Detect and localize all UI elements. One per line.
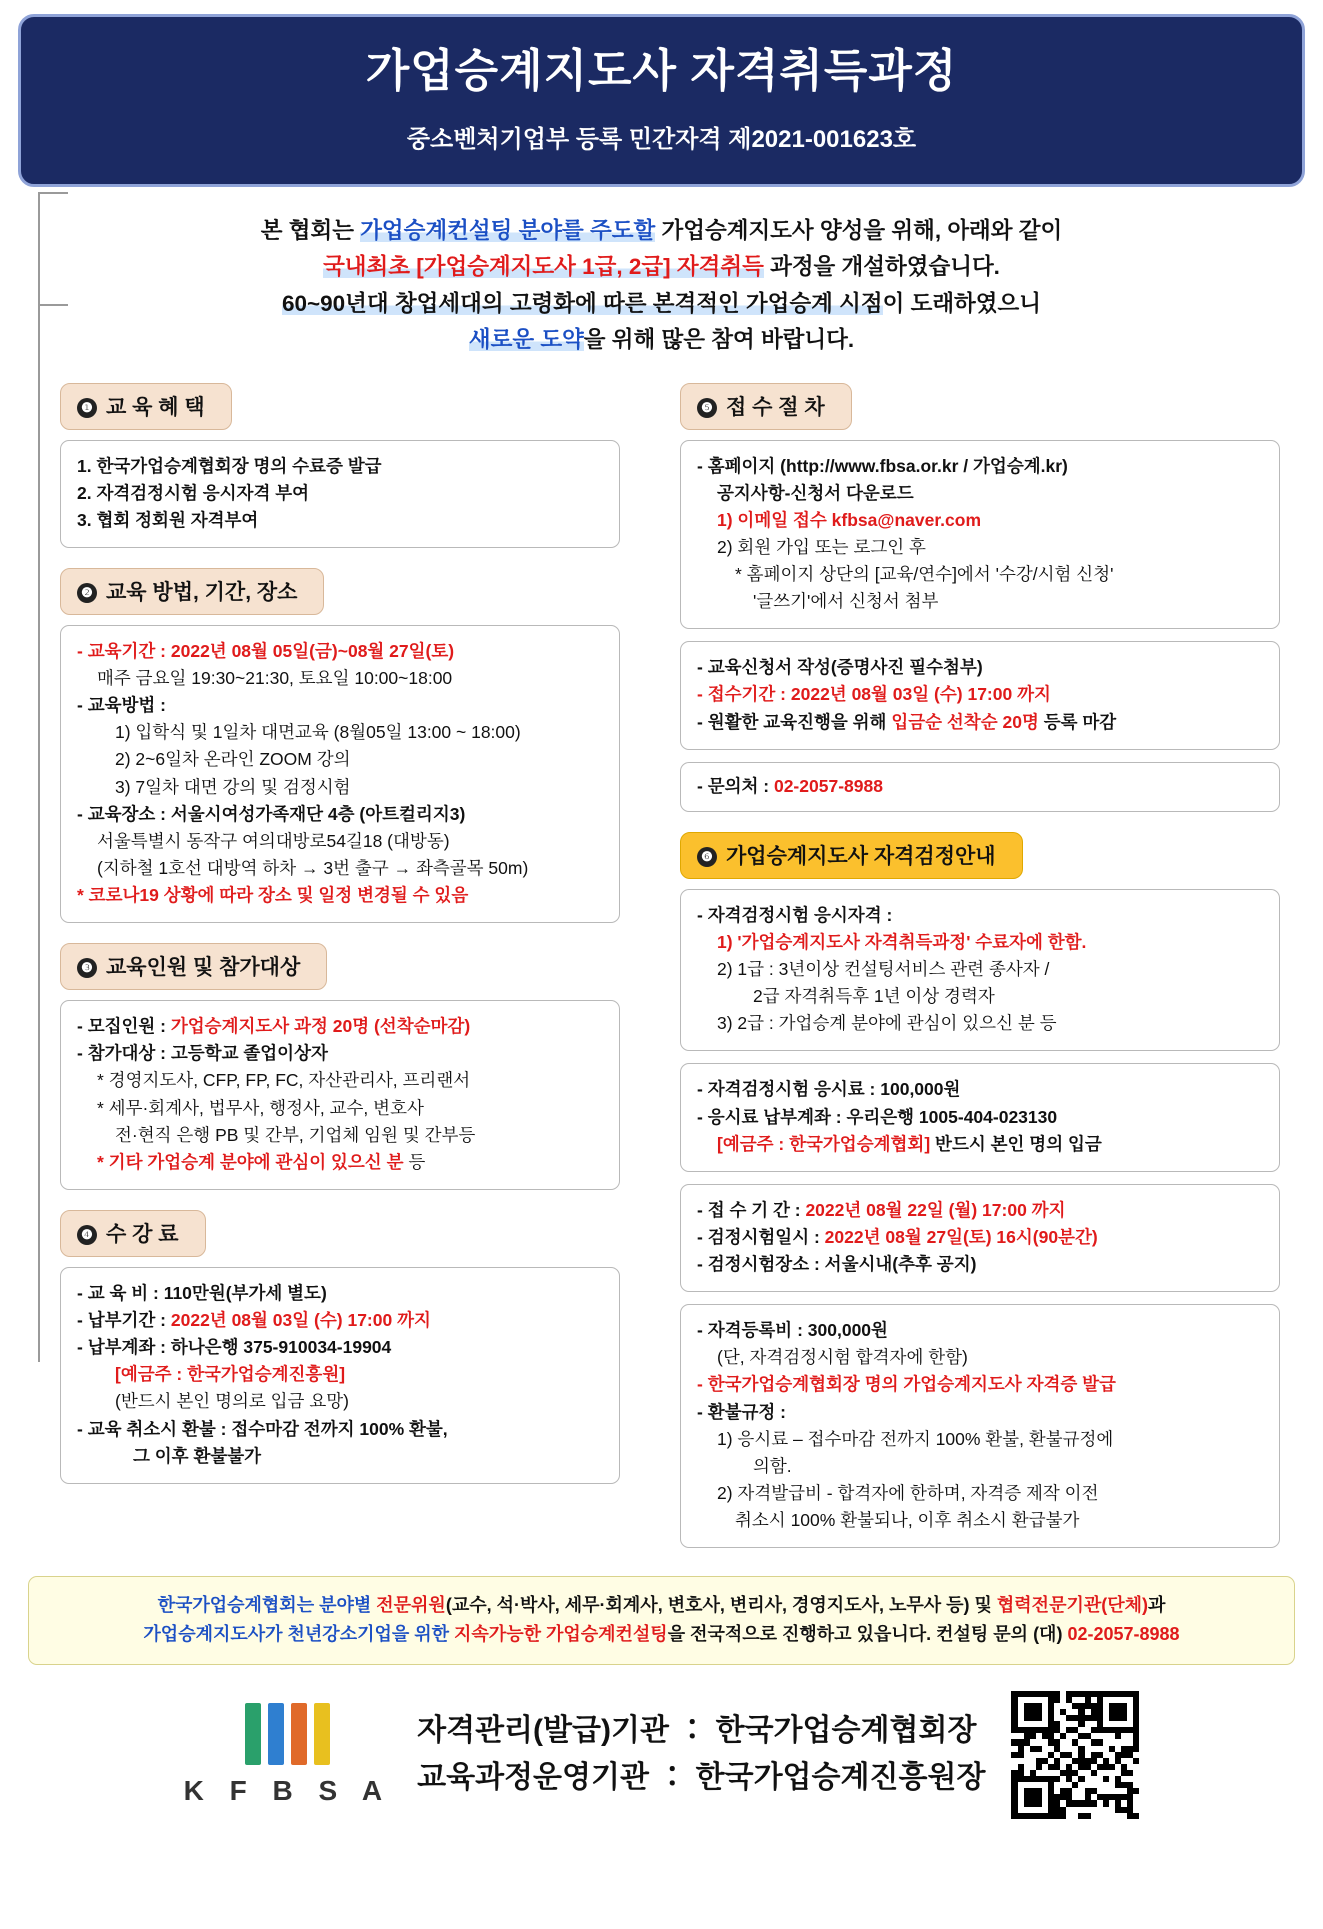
footnote-l1-e: 과	[1148, 1595, 1166, 1616]
intro-line1-a: 본 협회는	[260, 217, 361, 243]
homepage-label: - 홈페이지	[697, 455, 781, 476]
method-item-2: 2) 2~6일차 온라인 ZOOM 강의	[115, 749, 351, 770]
exam-reception-value: 2022년 08월 22일 (월) 17:00 까지	[805, 1199, 1066, 1220]
footnote-l2-c: 을 전국적으로 진행하고 있읍니다.	[667, 1623, 937, 1644]
exam-date-label: - 검정시험일시 :	[697, 1226, 825, 1247]
cert-issue-line: - 한국가업승계협회장 명의 가업승계지도사 자격증 발급	[697, 1374, 1116, 1395]
footnote-l2-b: 지속가능한 가업승계컨설팅	[454, 1623, 668, 1644]
intro-line2-b: 과정을 개설하였습니다.	[763, 254, 1000, 280]
refund-policy-1: 1) 응시료 – 접수마감 전까지 100% 환불, 환불규정에	[717, 1428, 1114, 1449]
benefits-box	[60, 440, 620, 548]
eligibility-title: - 자격검정시험 응시자격 :	[697, 904, 893, 925]
footnote-l2-a: 가업승계지도사가 천년강소기업을 위한	[143, 1623, 455, 1644]
target-item-4-c: 등	[403, 1151, 426, 1172]
period-value: 2022년 08월 05일(금)~08월 27일(토)	[170, 640, 455, 661]
target-item-4-b: 가업승계 분야에 관심이 있으신 분	[147, 1151, 404, 1172]
intro-line2-a: 국내최초 [가업승계지도사 1급, 2급] 자격취득	[323, 254, 764, 280]
period-detail: 매주 금요일 19:30~21:30, 토요일 10:00~18:00	[97, 668, 453, 688]
content-columns	[0, 383, 1323, 1569]
covid-notice: * 코로나19 상황에 따라 장소 및 일정 변경될 수 있음	[77, 885, 469, 905]
exam-reception-label: - 접 수 기 간 :	[697, 1199, 806, 1220]
refund-policy-1b: 의함.	[753, 1455, 792, 1476]
exam-account-note: 반드시 본인 명의 입금	[930, 1133, 1102, 1154]
capacity-box	[60, 1000, 620, 1190]
refund-policy-2: 2) 자격발급비 - 합격자에 한하며, 자격증 제작 이전	[717, 1482, 1099, 1503]
exam-account-value: 우리은행 1005-404-023130	[846, 1106, 1058, 1127]
section-method-period-place	[60, 568, 620, 923]
footer-branding	[0, 1691, 1323, 1819]
contact-box	[680, 762, 1280, 812]
place-address: 서울특별시 동작구 여의대방로54길18 (대방동)	[97, 830, 450, 851]
place-label: - 교육장소 :	[77, 803, 171, 824]
contact-value[interactable]: 02-2057-8988	[773, 775, 883, 796]
logo-wordmark: K F B S A	[183, 1774, 392, 1806]
operating-authority-line: 교육과정운영기관 ∶ 한국가업승계진흥원장	[417, 1760, 986, 1794]
section-3-title: 교육인원 및 참가대상	[106, 956, 301, 980]
place-address-detail: (지하철 1호선 대방역 하차 → 3번 출구 → 좌측골목 50m)	[97, 857, 529, 878]
target-item-2: * 세무·회계사, 법무사, 행정사, 교수, 변호사	[97, 1097, 424, 1118]
page-title: 가업승계지도사 자격취득과정	[365, 45, 958, 96]
exam-fee-box	[680, 1063, 1280, 1171]
footnote-l1-a: 한국가업승계협회는 분야별	[157, 1595, 377, 1616]
issuing-organizations	[417, 1708, 985, 1801]
refund-label: - 교육 취소시 환불 :	[77, 1418, 232, 1439]
fcfs-note-c: 등록 마감	[1038, 711, 1117, 732]
method-item-1: 1) 입학식 및 1일차 대면교육 (8월05일 13:00 ~ 18:00)	[115, 722, 521, 743]
poster-page	[0, 14, 1323, 1929]
qr-code[interactable]	[1011, 1691, 1139, 1819]
right-column	[680, 383, 1280, 1569]
exam-account-holder: [예금주 : 한국가업승계협회]	[717, 1133, 931, 1154]
payment-period-value: 2022년 08월 03일 (수) 17:00 까지	[170, 1310, 431, 1330]
place-value: 서울시여성가족재단 4층 (아트컬리지3)	[170, 803, 466, 824]
contact-label: - 문의처 :	[697, 775, 774, 796]
tuition-box	[60, 1267, 620, 1484]
poster-header	[18, 14, 1305, 187]
section-1-number: ❶	[77, 398, 97, 418]
kfbsa-logo	[184, 1703, 392, 1807]
section-6-title: 가업승계지도사 자격검정안내	[726, 844, 996, 868]
section-1-title: 교 육 혜 택	[106, 395, 205, 419]
spine-top-tick	[38, 192, 68, 194]
fcfs-note-b: 입금순 선착순 20명	[891, 711, 1039, 732]
section-tuition	[60, 1210, 620, 1484]
tuition-label: - 교 육 비 :	[77, 1282, 164, 1303]
payment-account-holder: [예금주 : 한국가업승계진흥원]	[115, 1364, 346, 1385]
section-5-header	[680, 383, 852, 430]
exam-schedule-box	[680, 1184, 1280, 1292]
exam-place-label: - 검정시험장소 :	[697, 1254, 825, 1274]
benefit-item-2: 2. 자격검정시험 응시자격 부여	[77, 482, 310, 503]
cert-reg-note: (단, 자격검정시험 합격자에 한함)	[717, 1347, 968, 1368]
target-item-1: * 경영지도사, CFP, FP, FC, 자산관리사, 프리랜서	[97, 1070, 471, 1091]
footnote-l1-c: (교수, 석·박사, 세무·회계사, 변호사, 변리사, 경영지도사, 노무사 등) 및	[445, 1595, 997, 1616]
eligibility-item-2b: 2급 자격취득후 1년 이상 경력자	[753, 986, 995, 1007]
intro-line3-a: 60~90년대 창업세대의 고령화에 따른 본격적인 가업승계 시점	[281, 290, 883, 316]
section-4-header	[60, 1210, 206, 1257]
section-5-number: ❺	[697, 398, 717, 418]
exam-place-value: 서울시내(추후 공지)	[824, 1254, 977, 1274]
application-form-note: - 교육신청서 작성(증명사진 필수첨부)	[697, 657, 983, 678]
recruit-value: 가업승계지도사 과정 20명 (선착순마감)	[170, 1016, 471, 1037]
target-label: - 참가대상 :	[77, 1043, 171, 1064]
refund-value-2: 그 이후 환불불가	[133, 1445, 262, 1466]
method-box	[60, 625, 620, 923]
section-capacity-target	[60, 943, 620, 1190]
exam-date-value: 2022년 08월 27일(토) 16시(90분간)	[824, 1226, 1098, 1247]
intro-line4-b: 을 위해 많은 참여 바랍니다.	[583, 327, 855, 353]
exam-account-label: - 응시료 납부계좌 :	[697, 1106, 847, 1127]
apply-step-1: 1) 이메일 접수 kfbsa@naver.com	[717, 509, 982, 530]
issuing-authority-line: 자격관리(발급)기관 ∶ 한국가업승계협회장	[417, 1714, 977, 1748]
target-item-3: 전·현직 은행 PB 및 간부, 기업체 임원 및 간부등	[115, 1124, 476, 1145]
application-period-label: - 접수기간 :	[697, 684, 791, 705]
payment-account-note: (반드시 본인 명의로 입금 요망)	[115, 1391, 349, 1412]
recruit-label: - 모집인원 :	[77, 1016, 171, 1037]
benefit-item-1: 1. 한국가업승계협회장 명의 수료증 발급	[77, 455, 382, 476]
eligibility-item-1: 1) '가업승계지도사 자격취득과정' 수료자에 한함.	[717, 931, 1087, 952]
left-column	[60, 383, 620, 1569]
payment-account-label: - 납부계좌 :	[77, 1337, 171, 1358]
benefit-item-3: 3. 협회 정회원 자격부여	[77, 509, 259, 530]
section-education-benefits	[60, 383, 620, 548]
registration-fee-box	[680, 1304, 1280, 1548]
apply-step-2a: * 홈페이지 상단의 [교육/연수]에서 '수강/시험 신청'	[735, 564, 1114, 584]
section-1-header	[60, 383, 232, 430]
homepage-url[interactable]: (http://www.fbsa.or.kr / 가업승계.kr)	[780, 455, 1068, 476]
intro-line1-c: 가업승계지도사 양성을 위해, 아래와 같이	[655, 217, 1063, 243]
eligibility-box	[680, 889, 1280, 1052]
period-label: - 교육기간 :	[77, 640, 171, 661]
association-footnote	[28, 1576, 1295, 1665]
method-item-3: 3) 7일차 대면 강의 및 검정시험	[115, 776, 351, 797]
intro-line3-b: 이 도래하였으니	[882, 290, 1041, 316]
refund-value: 접수마감 전까지 100% 환불,	[231, 1418, 448, 1439]
section-2-number: ❷	[77, 583, 97, 603]
application-form-box	[680, 641, 1280, 749]
application-period-value: 2022년 08월 03일 (수) 17:00 까지	[790, 684, 1051, 705]
section-application-process	[680, 383, 1280, 812]
intro-paragraph	[40, 213, 1283, 359]
section-2-title: 교육 방법, 기간, 장소	[106, 580, 298, 604]
cert-reg-value: 300,000원	[807, 1320, 888, 1341]
target-value: 고등학교 졸업이상자	[170, 1043, 328, 1064]
eligibility-item-2: 2) 1급 : 3년이상 컨설팅서비스 관련 종사자 /	[717, 959, 1050, 979]
homepage-box	[680, 440, 1280, 630]
section-6-number: ❻	[697, 847, 717, 867]
exam-fee-value: 100,000원	[880, 1079, 961, 1100]
cert-reg-label: - 자격등록비 :	[697, 1320, 808, 1341]
footnote-l1-d: 협력전문기관(단체)	[996, 1595, 1148, 1616]
eligibility-item-3: 3) 2급 : 가업승계 분야에 관심이 있으신 분 등	[717, 1013, 1057, 1034]
refund-policy-2b: 취소시 100% 환불되나, 이후 취소시 환급불가	[735, 1510, 1080, 1530]
footnote-l1-b: 전문위원	[376, 1595, 446, 1616]
section-4-title: 수 강 료	[106, 1222, 179, 1246]
homepage-sub: 공지사항-신청서 다운로드	[717, 482, 914, 503]
footnote-l2-e[interactable]: 02-2057-8988	[1067, 1623, 1180, 1644]
fcfs-note-a: - 원활한 교육진행을 위해	[697, 711, 892, 732]
exam-fee-label: - 자격검정시험 응시료 :	[697, 1079, 881, 1100]
refund-policy-title: - 환불규정 :	[697, 1401, 786, 1422]
section-3-number: ❸	[77, 958, 97, 978]
logo-bars-icon	[184, 1703, 392, 1765]
section-4-number: ❹	[77, 1225, 97, 1245]
intro-line4-a: 새로운 도약	[468, 327, 584, 353]
footnote-l2-d: 컨설팅 문의 (대)	[936, 1623, 1068, 1644]
payment-period-label: - 납부기간 :	[77, 1310, 171, 1330]
section-3-header	[60, 943, 327, 990]
payment-account-value: 하나은행 375-910034-19904	[170, 1337, 392, 1358]
tuition-value: 110만원(부가세 별도)	[163, 1282, 327, 1303]
method-label: - 교육방법 :	[77, 695, 166, 716]
apply-step-2: 2) 회원 가입 또는 로그인 후	[717, 536, 926, 557]
section-2-header	[60, 568, 324, 615]
apply-step-2b: '글쓰기'에서 신청서 첨부	[753, 591, 939, 612]
registration-subtitle: 중소벤처기업부 등록 민간자격 제2021-001623호	[406, 125, 917, 153]
intro-line1-b: 가업승계컨설팅 분야를 주도할	[360, 217, 656, 243]
section-certification-guide	[680, 832, 1280, 1548]
section-6-header	[680, 832, 1023, 879]
target-item-4-a: * 기타	[97, 1151, 148, 1172]
section-5-title: 접 수 절 차	[726, 395, 825, 419]
